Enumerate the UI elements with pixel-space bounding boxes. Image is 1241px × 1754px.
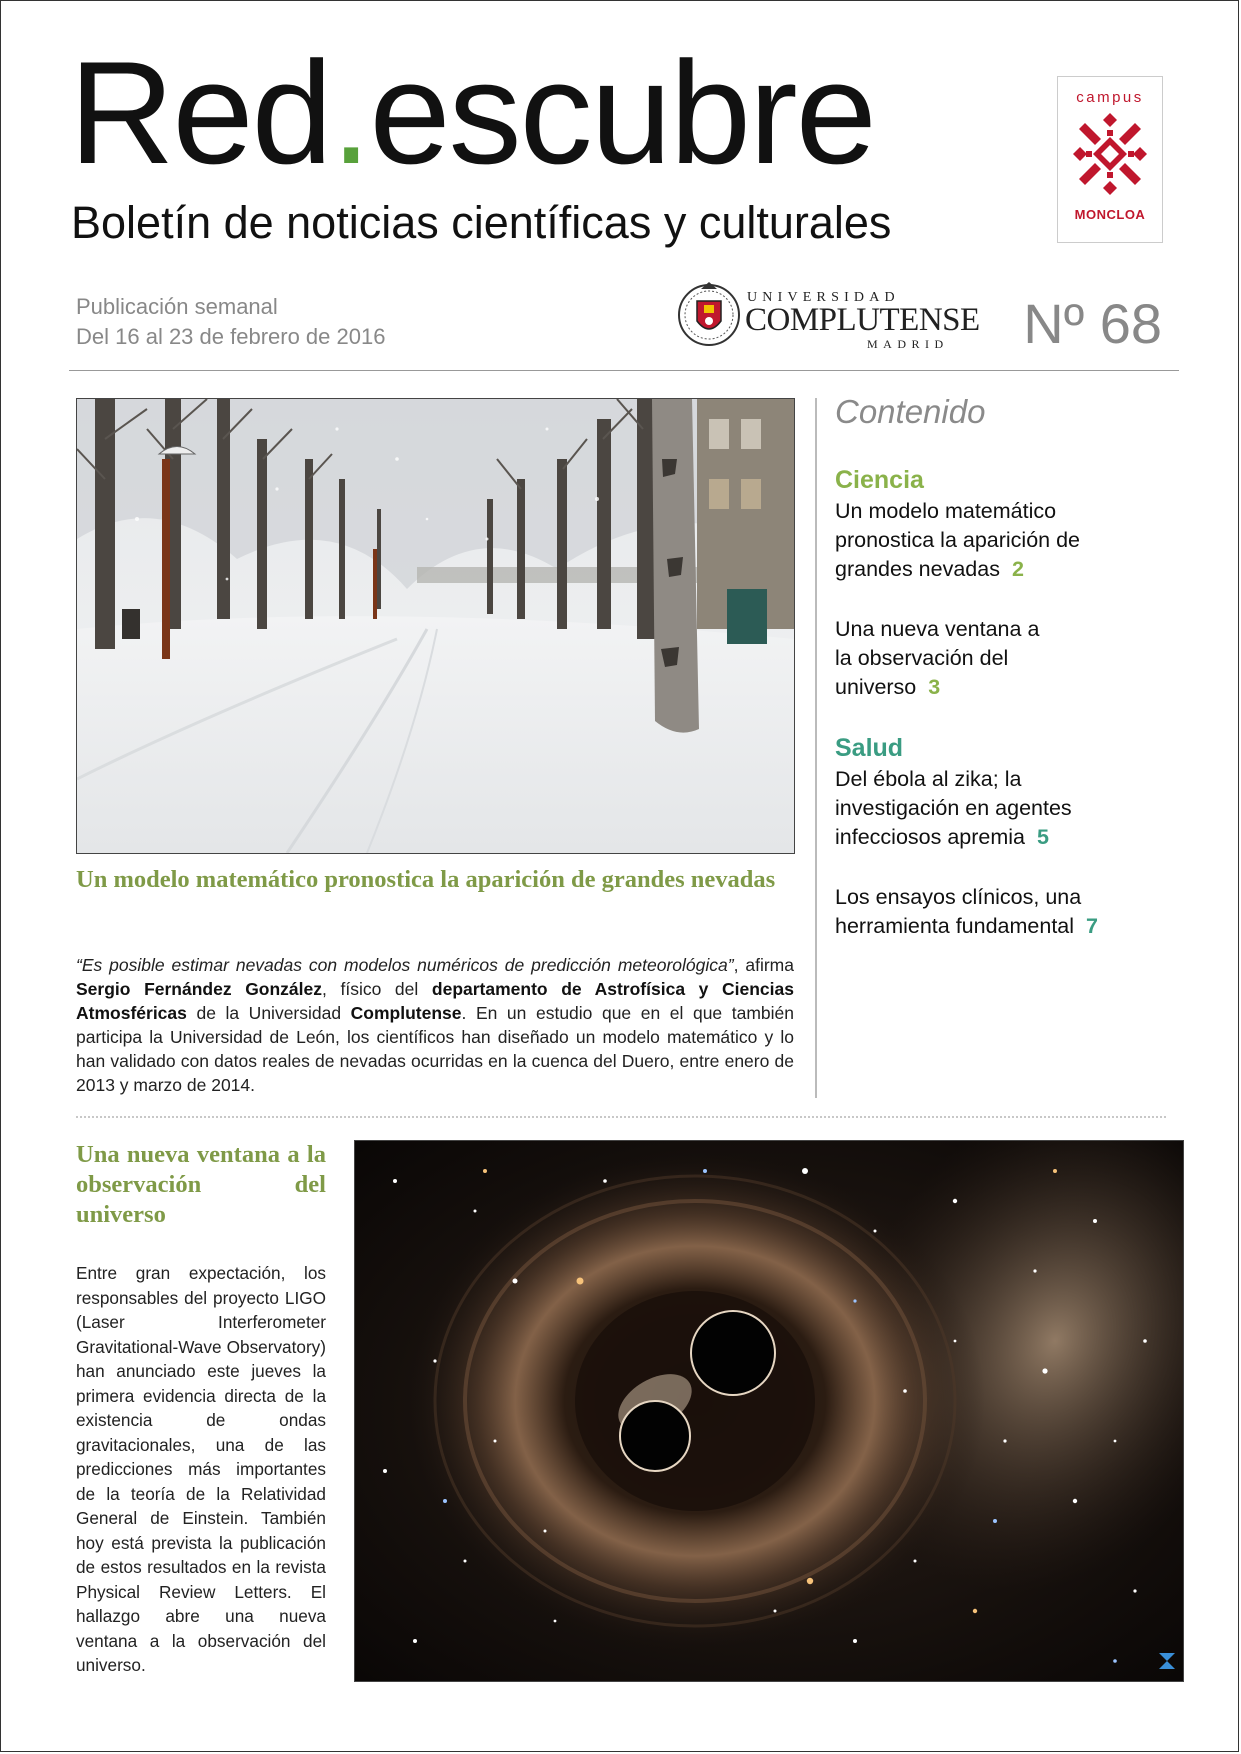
article1-bold-department: departamento de Astrofísica y Ciencias Atmosféricas xyxy=(76,979,794,1023)
campus-logo-top-text: campus xyxy=(1076,89,1144,106)
article1-quote: “Es posible estimar nevadas con modelos numéricos de predicción meteorológica” xyxy=(76,955,734,975)
toc-item-page: 7 xyxy=(1086,914,1098,938)
article1-text-segment: , afirma xyxy=(733,955,794,975)
publication-frequency: Publicación semanal xyxy=(76,294,278,319)
toc-item[interactable] xyxy=(835,615,1045,702)
column-divider xyxy=(815,398,817,1098)
article1-text-segment: de la Universidad xyxy=(186,1003,351,1023)
masthead-subtitle: Boletín de noticias científicas y culturales xyxy=(71,197,892,248)
article2-body: Entre gran expectación, los responsables del proyecto LIGO (Laser Interferometer Gravitational-Wave Observatory) han anunciado este jueves la primera evidencia directa de la existencia de ondas gravitacionales, una de las predicciones más importantes de la teoría de la Relatividad General de Einstein. También hoy está prevista la publicación de estos resultados en la revista Physical Review Letters. El hallazgo abre una nueva ventana a la observación del universo. xyxy=(76,1263,326,1675)
toc-item-title: Un modelo matemático pronostica la aparición de grandes nevadas xyxy=(835,499,1081,581)
campus-moncloa-logo xyxy=(1057,76,1163,243)
masthead-title xyxy=(69,33,875,193)
toc-item[interactable] xyxy=(835,883,1175,941)
university-name-line2: COMPLUTENSE xyxy=(745,302,980,338)
section-separator xyxy=(76,1116,1166,1118)
snowy-park-photo xyxy=(76,398,795,854)
masthead-title-part2: escubre xyxy=(369,31,875,194)
article2-title: Una nueva ventana a la observación del universo xyxy=(76,1141,326,1228)
campus-pattern-icon xyxy=(1067,111,1153,203)
contents-title: Contenido xyxy=(835,393,986,430)
issue-number: Nº 68 xyxy=(1023,292,1162,355)
toc-item-title: Del ébola al zika; la investigación en agentes infecciosos apremia xyxy=(835,767,1072,849)
article1-text-segment: . En un estudio que en el que también participa la Universidad de León, los científicos han diseñado un modelo matemático y lo han validado con datos reales de nevadas ocurridas en la cuenca del Duero, entre enero de 2013 y marzo de 2014. xyxy=(76,1003,794,1095)
toc-section-ciencia: Ciencia xyxy=(835,466,924,494)
campus-logo-bottom-text: MONCLOA xyxy=(1074,207,1146,222)
university-name-line3: MADRID xyxy=(867,337,949,351)
toc-item-page: 5 xyxy=(1037,825,1049,849)
university-name-line1: UNIVERSIDAD xyxy=(747,290,900,305)
header-divider xyxy=(69,370,1179,371)
article1-bold-university: Complutense xyxy=(350,1003,462,1023)
toc-item[interactable] xyxy=(835,765,1125,852)
article1-bold-name: Sergio Fernández González xyxy=(76,979,323,999)
article1-body xyxy=(76,953,794,1097)
toc-item-page: 3 xyxy=(928,675,941,699)
masthead-title-part1: Red xyxy=(69,31,331,194)
article1-text-segment: , físico del xyxy=(322,979,432,999)
toc-item[interactable] xyxy=(835,497,1135,584)
article1-title: Un modelo matemático pronostica la aparición de grandes nevadas xyxy=(76,866,776,893)
toc-section-salud: Salud xyxy=(835,734,904,762)
toc-item-title: Una nueva ventana a la observación del universo xyxy=(835,617,1040,699)
toc-item-page: 2 xyxy=(1011,557,1024,581)
publication-date-range: Del 16 al 23 de febrero de 2016 xyxy=(76,324,386,349)
black-hole-merger-image xyxy=(354,1140,1184,1682)
university-logo xyxy=(677,277,980,351)
university-seal-icon xyxy=(677,279,741,349)
masthead-title-dot: . xyxy=(330,31,370,194)
toc-item-title: Los ensayos clínicos, una herramienta fundamental xyxy=(835,885,1082,938)
